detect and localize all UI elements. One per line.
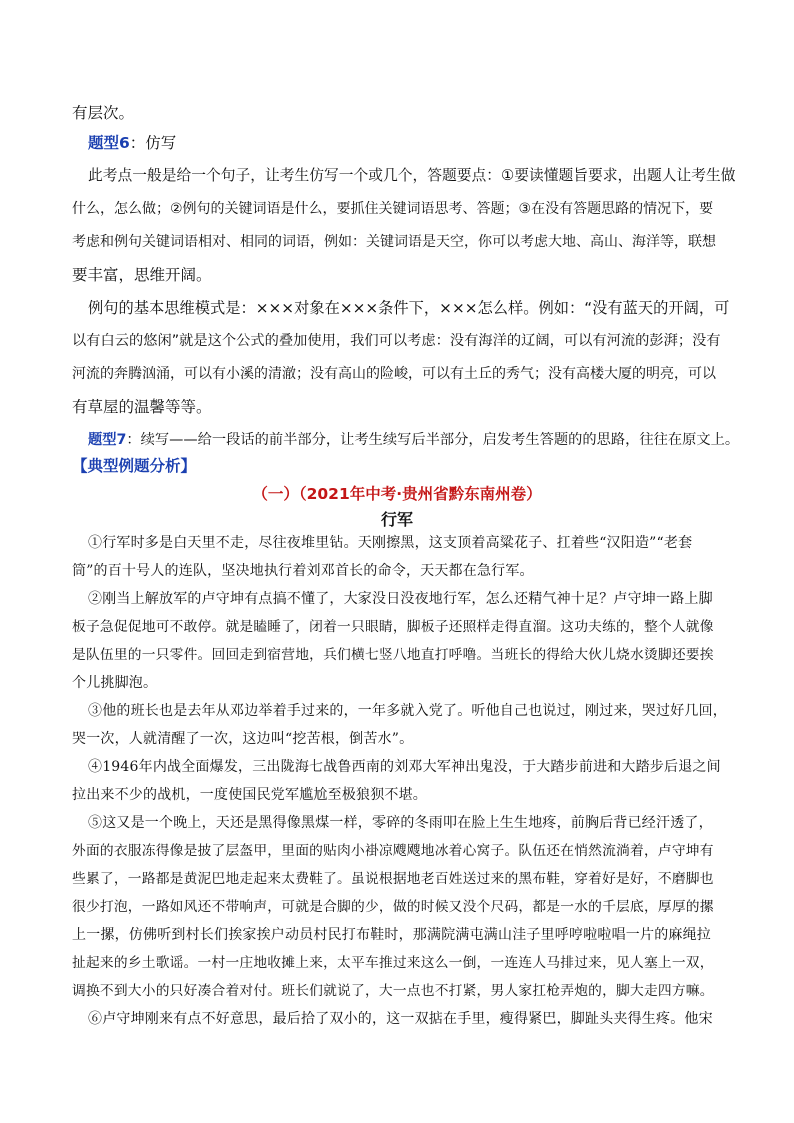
example-heading: 【典型例题分析】 (72, 457, 197, 475)
type7-label: 题型7 (88, 432, 127, 448)
article-line-6: 个儿挑脚泡。 (72, 675, 158, 691)
article-line-7: ③他的班长也是去年从邓边举着手过来的，一年多就入党了。听他自己也说过，刚过来，哭过好几回， (88, 703, 727, 719)
para2-line-4: 有草屋的温馨等等。 (72, 398, 212, 416)
article-title: 行军 (380, 510, 413, 529)
article-line-2: 筒”的百十号人的连队，坚决地执行着刘邓首长的命令，天天都在急行军。 (72, 563, 534, 579)
type6-label: 题型6 (88, 134, 130, 152)
para1-line-2: 什么，怎么做；②例句的关键词语是什么，要抓住关键词语思考、答题；③在没有答题思路的情况下，要 (72, 201, 714, 217)
type6-text: ：仿写 (129, 134, 177, 152)
article-line-15: 上一摞，仿佛听到村长们挨家挨户动员村民打布鞋时，那满院满屯满山洼子里呼哼啦啦唱一片的麻绳拉 (72, 927, 711, 943)
article-line-16: 扯起来的乡土歌谣。一村一庄地收摊上来，太平车推过来这么一倒，一连连人马排过来，见人塞上一双， (72, 955, 714, 971)
article-line-8: 哭一次，人就清醒了一次，这边叫“挖苦根，倒苦水”。 (72, 731, 414, 747)
type7-text: ：续写——给一段话的前半部分，让考生续写后半部分，启发考生答题的的思路，往往在原文上。 (126, 432, 740, 448)
article-line-3: ②刚当上解放军的卢守坤有点搞不懂了，大家没日没夜地行军，怎么还精气神十足？卢守坤一路上脚 (88, 591, 713, 607)
para2-line-3: 河流的奔腾汹涌，可以有小溪的清澈；没有高山的险峻，可以有土丘的秀气；没有高楼大厦的明亮，可以 (72, 366, 716, 382)
para1-line-3: 考虑和例句关键词语相对、相同的词语，例如：关键词语是天空，你可以考虑大地、高山、海洋等，联想 (72, 234, 716, 250)
article-line-12: 外面的衣服冻得像是披了层盔甲，里面的贴肉小褂凉飕飕地冰着心窝子。队伍还在悄然流淌着，卢守坤有 (72, 843, 714, 859)
type7-heading (88, 430, 738, 450)
intro-line-1: 有层次。 (72, 104, 135, 122)
para1-line-1: 此考点一般是给一个句子，让考生仿写一个或几个，答题要点：①要读懂题旨要求，出题人让考生做 (88, 167, 736, 184)
article-line-5: 是队伍里的一只零件。回回走到宿营地，兵们横七竖八地直打呼噜。当班长的得给大伙儿烧水烫脚还要挨 (72, 647, 714, 663)
article-line-4: 板子急促促地可不敢停。就是瞌睡了，闭着一只眼睛，脚板子还照样走得直溜。这功夫练的，整个人就像 (72, 619, 714, 635)
article-line-10: 拉出来不少的战机，一度使国民党军尴尬至极狼狈不堪。 (72, 787, 427, 803)
article-line-11: ⑤这又是一个晚上，天还是黑得像黑煤一样，零碎的冬雨叩在脸上生生地疼，前胸后背已经汗透了， (88, 815, 713, 831)
article-line-1: ①行军时多是白天里不走，尽往夜堆里钻。天刚擦黑，这支顶着高粱花子、扛着些“汉阳造”“老套 (88, 535, 693, 551)
example-source: （一）（2021年中考·贵州省黔东南州卷） (252, 485, 542, 503)
article-line-13: 些累了，一路都是黄泥巴地走起来太费鞋了。虽说根据地老百姓送过来的黑布鞋，穿着好是好，不磨脚也 (72, 871, 714, 887)
para2-line-2: 以有白云的悠闲”就是这个公式的叠加使用，我们可以考虑：没有海洋的辽阔，可以有河流的彭湃；没有 (72, 333, 721, 349)
para2-line-1: 例句的基本思维模式是：×××对象在×××条件下，×××怎么样。例如：“没有蓝天的开阔，可 (88, 299, 730, 317)
type6-heading (88, 133, 738, 153)
article-line-17: 调换不到大小的只好凑合着对付。班长们就说了，大一点也不打紧，男人家扛枪弄炮的，脚大走四方嘛。 (72, 983, 714, 999)
article-line-14: 很少打泡，一路如风还不带响声，可就是合脚的少，做的时候又没个尺码，都是一水的千层底，厚厚的摞 (72, 899, 714, 915)
article-line-9: ④1946年内战全面爆发，三出陇海七战鲁西南的刘邓大军神出鬼没，于大踏步前进和大踏步后退之间 (88, 759, 721, 775)
article-line-18: ⑥卢守坤刚来有点不好意思，最后拾了双小的，这一双掂在手里，瘦得紧巴，脚趾头夹得生疼。他宋 (88, 1011, 713, 1027)
para1-line-4: 要丰富，思维开阔。 (72, 266, 212, 284)
